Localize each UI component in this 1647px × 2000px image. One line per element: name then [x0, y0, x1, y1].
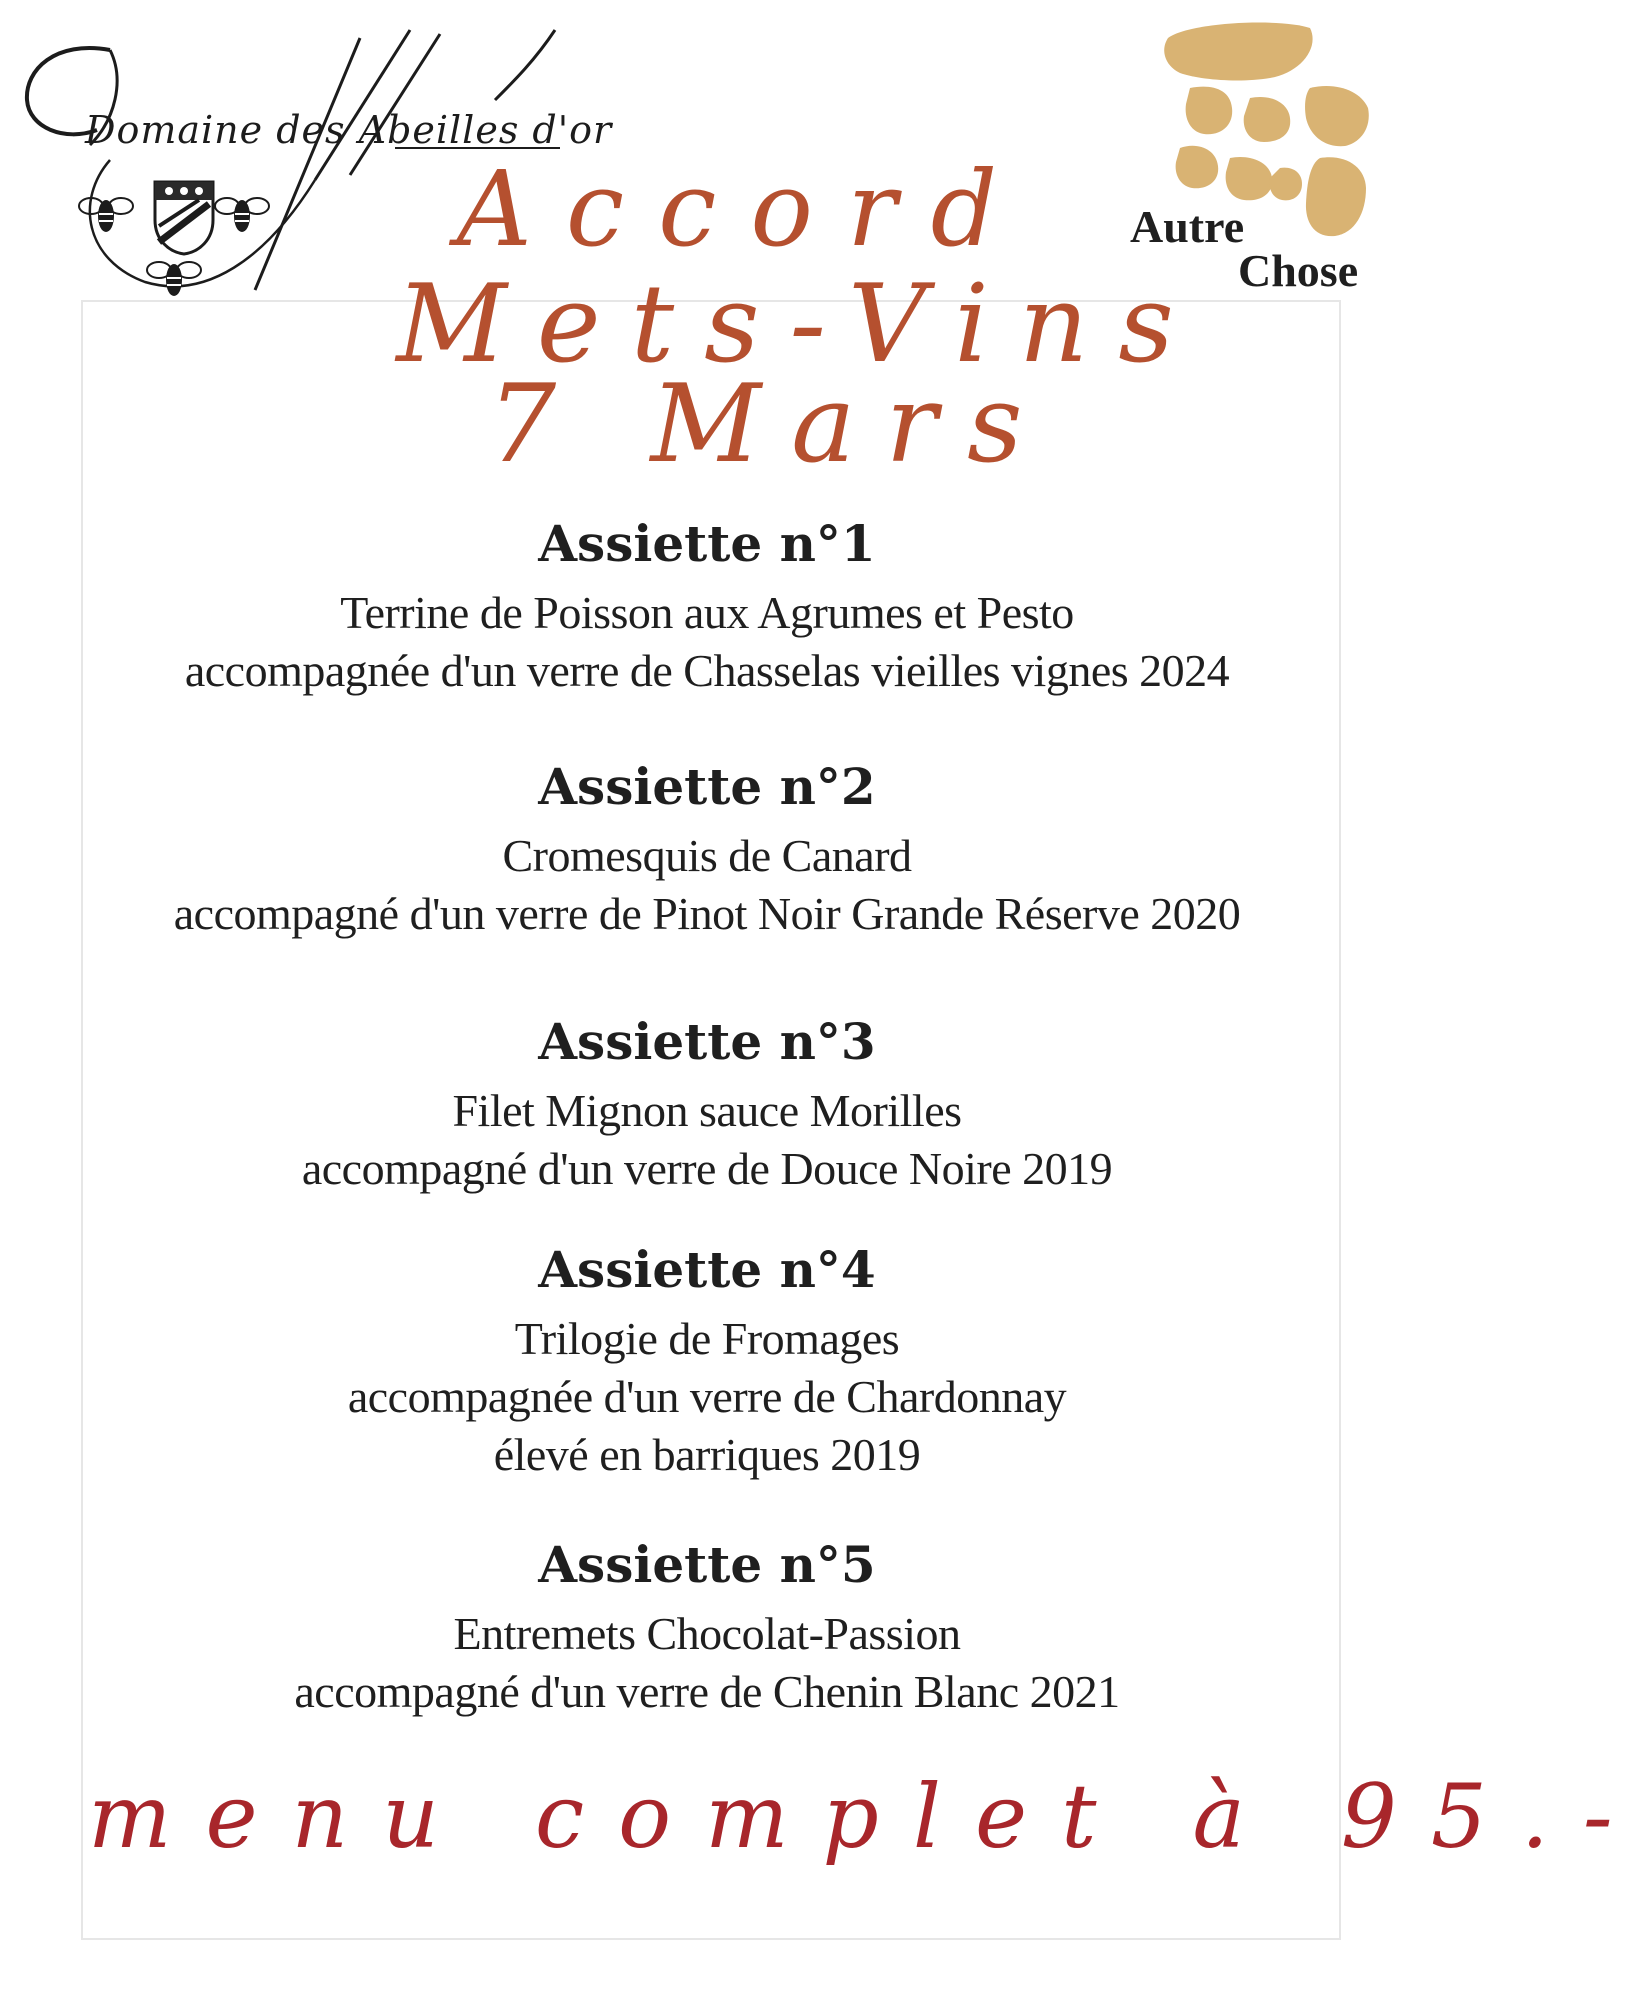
course-wine: élevé en barriques 2019: [493, 1429, 921, 1480]
course-heading: Assiette n°5: [538, 1535, 876, 1594]
course-wine: accompagné d'un verre de Pinot Noir Grande Réserve 2020: [173, 888, 1241, 939]
title-line-1: Accord: [456, 148, 1032, 270]
course-dish: Trilogie de Fromages: [514, 1313, 900, 1364]
course-heading: Assiette n°4: [538, 1240, 876, 1299]
course-wine: accompagnée d'un verre de Chasselas vieilles vignes 2024: [184, 645, 1230, 696]
title-line-3: 7 Mars: [487, 362, 1053, 487]
course-wine: accompagnée d'un verre de Chardonnay: [347, 1371, 1067, 1422]
course-wine: accompagné d'un verre de Douce Noire 2019: [301, 1143, 1113, 1194]
course-dish: Cromesquis de Canard: [502, 830, 912, 881]
course-heading: Assiette n°2: [538, 757, 876, 816]
bee-icon: [77, 188, 135, 238]
course-heading: Assiette n°3: [538, 1012, 876, 1071]
title-line-2: Mets-Vins: [396, 262, 1204, 387]
autre-chose-line2: Chose: [1238, 245, 1359, 296]
course-3: [0, 1010, 1414, 1198]
bee-icon: [145, 252, 203, 302]
course-dish: Entremets Chocolat-Passion: [453, 1608, 961, 1659]
course-dish: Terrine de Poisson aux Agrumes et Pesto: [340, 587, 1074, 638]
course-1: [0, 512, 1414, 700]
course-4: [0, 1238, 1414, 1484]
course-5: [0, 1533, 1414, 1721]
autre-chose-line1: Autre: [1130, 201, 1245, 252]
course-heading: Assiette n°1: [538, 514, 876, 573]
domaine-logo-text: Domaine des Abeilles d'or: [85, 108, 613, 152]
course-wine: accompagné d'un verre de Chenin Blanc 2021: [294, 1666, 1120, 1717]
course-2: [0, 755, 1414, 943]
menu-price: menu complet à 95.-: [88, 1765, 1647, 1868]
course-dish: Filet Mignon sauce Morilles: [452, 1085, 962, 1136]
